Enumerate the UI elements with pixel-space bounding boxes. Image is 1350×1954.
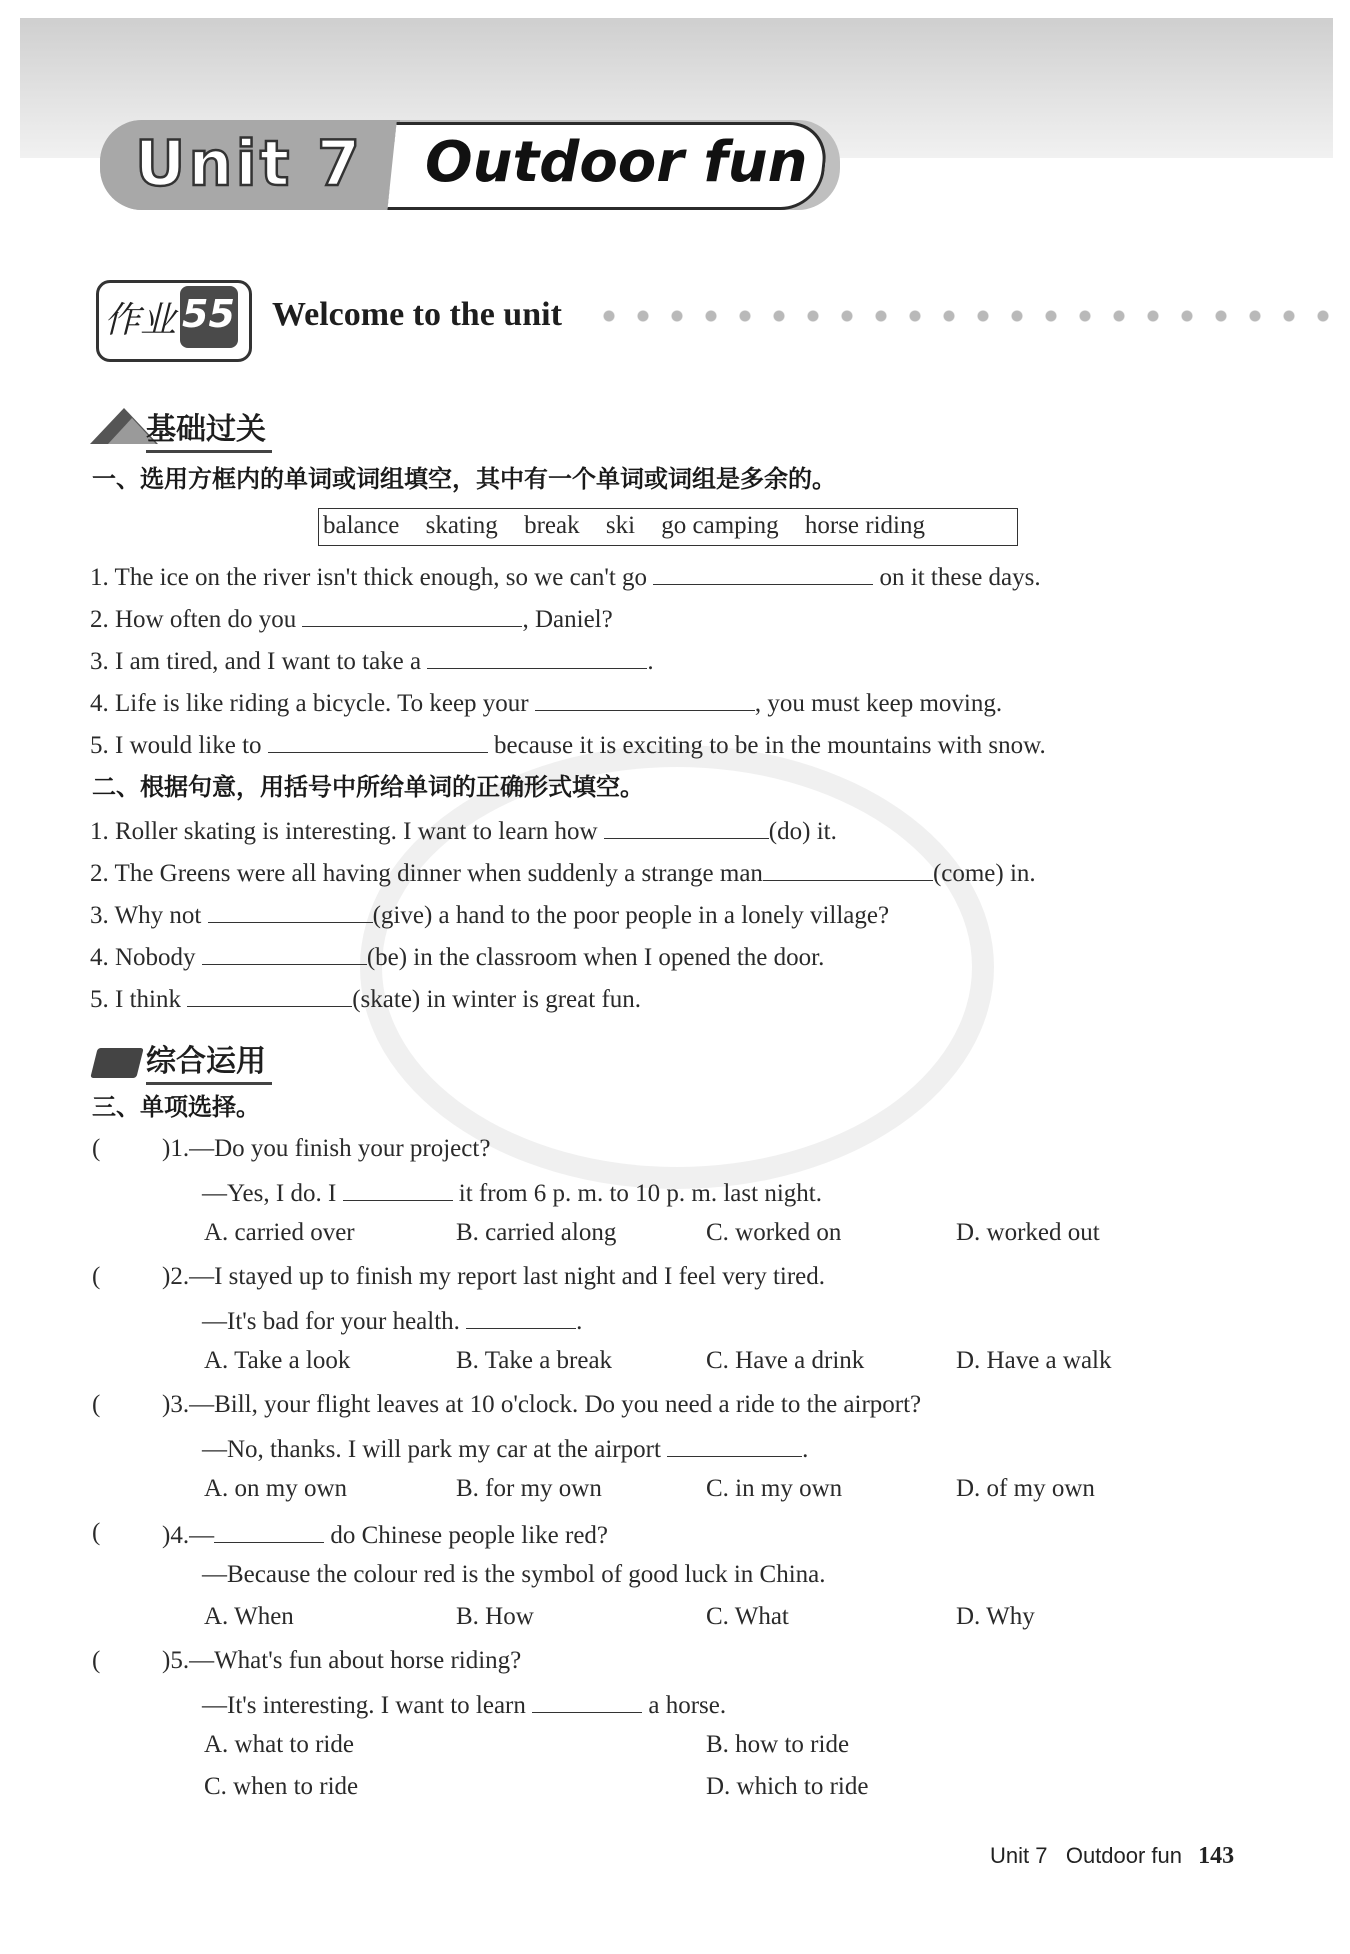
- unit-number: Unit 7: [135, 127, 364, 200]
- part1-question: 2. How often do you , Daniel?: [90, 600, 613, 637]
- homework-title: Welcome to the unit: [272, 296, 562, 333]
- part2-instruction: 二、根据句意，用括号中所给单词的正确形式填空。: [92, 773, 644, 801]
- answer-blank[interactable]: [202, 938, 367, 965]
- mc-option[interactable]: B. How: [456, 1603, 534, 1630]
- mc-question: )1.—Do you finish your project?: [162, 1135, 491, 1162]
- mc-question: )5.—What's fun about horse riding?: [162, 1647, 522, 1674]
- book-icon: [90, 1048, 143, 1078]
- word-option: horse riding: [804, 512, 925, 539]
- section-comprehensive-title: 综合运用: [146, 1036, 272, 1085]
- part2-question: 2. The Greens were all having dinner when suddenly a strange man (come) in.: [90, 854, 1036, 891]
- mc-option[interactable]: A. what to ride: [204, 1731, 354, 1758]
- word-option: ski: [605, 512, 636, 539]
- mc-option[interactable]: D. Why: [956, 1603, 1035, 1630]
- answer-blank[interactable]: [466, 1302, 576, 1329]
- mc-question: )4.— do Chinese people like red?: [162, 1516, 608, 1553]
- mc-option[interactable]: B. Take a break: [456, 1347, 613, 1374]
- mc-option[interactable]: B. how to ride: [706, 1731, 850, 1758]
- answer-blank[interactable]: [214, 1516, 324, 1543]
- answer-blank[interactable]: [532, 1686, 642, 1713]
- mc-option[interactable]: B. carried along: [456, 1219, 617, 1246]
- homework-label: 作业: [104, 300, 177, 341]
- footer-title: Outdoor fun: [1065, 1843, 1183, 1868]
- mc-option[interactable]: A. on my own: [204, 1475, 348, 1502]
- answer-paren[interactable]: (: [92, 1263, 101, 1290]
- mc-option[interactable]: C. What: [706, 1603, 789, 1630]
- dotted-divider: [592, 308, 1332, 324]
- word-option: go camping: [661, 512, 779, 539]
- mc-option[interactable]: C. in my own: [706, 1475, 843, 1502]
- mc-option[interactable]: D. worked out: [956, 1219, 1100, 1246]
- part2-question: 3. Why not (give) a hand to the poor people in a lonely village?: [90, 896, 889, 933]
- answer-paren[interactable]: (: [92, 1391, 101, 1418]
- answer-blank[interactable]: [427, 642, 647, 669]
- mc-reply: —No, thanks. I will park my car at the airport .: [202, 1430, 808, 1467]
- answer-blank[interactable]: [667, 1430, 802, 1457]
- mc-option[interactable]: C. Have a drink: [706, 1347, 865, 1374]
- part2-question: 1. Roller skating is interesting. I want to learn how (do) it.: [90, 812, 837, 849]
- unit-title: Outdoor fun: [425, 130, 808, 195]
- footer-unit: Unit 7: [990, 1843, 1048, 1868]
- answer-blank[interactable]: [343, 1174, 453, 1201]
- mc-option[interactable]: C. worked on: [706, 1219, 842, 1246]
- mc-option[interactable]: A. When: [204, 1603, 294, 1630]
- part1-question: 5. I would like to because it is exciting to be in the mountains with snow.: [90, 726, 1046, 763]
- part3-instruction: 三、单项选择。: [92, 1093, 260, 1121]
- answer-paren[interactable]: (: [92, 1647, 101, 1674]
- part1-question: 1. The ice on the river isn't thick enough, so we can't go on it these days.: [90, 558, 1041, 595]
- part1-instruction: 一、选用方框内的单词或词组填空，其中有一个单词或词组是多余的。: [92, 465, 836, 493]
- word-option: skating: [425, 512, 498, 539]
- mc-option[interactable]: D. Have a walk: [956, 1347, 1112, 1374]
- mc-question: )3.—Bill, your flight leaves at 10 o'clock. Do you need a ride to the airport?: [162, 1391, 922, 1418]
- mc-reply: —Because the colour red is the symbol of good luck in China.: [202, 1561, 826, 1588]
- mc-option[interactable]: C. when to ride: [204, 1773, 359, 1800]
- part2-question: 4. Nobody (be) in the classroom when I opened the door.: [90, 938, 824, 975]
- answer-paren[interactable]: (: [92, 1519, 101, 1546]
- answer-paren[interactable]: (: [92, 1135, 101, 1162]
- word-option: break: [524, 512, 580, 539]
- section-basic-heading: [90, 404, 300, 454]
- section-comprehensive-heading: [90, 1036, 300, 1086]
- answer-blank[interactable]: [268, 726, 488, 753]
- mc-option[interactable]: B. for my own: [456, 1475, 602, 1502]
- mc-option[interactable]: A. Take a look: [204, 1347, 351, 1374]
- answer-blank[interactable]: [302, 600, 522, 627]
- answer-blank[interactable]: [653, 558, 873, 585]
- part1-question: 3. I am tired, and I want to take a .: [90, 642, 654, 679]
- mc-question: )2.—I stayed up to finish my report last night and I feel very tired.: [162, 1263, 826, 1290]
- page-footer: [990, 1843, 1234, 1870]
- mc-option[interactable]: D. of my own: [956, 1475, 1095, 1502]
- mc-reply: —It's interesting. I want to learn a horse.: [202, 1686, 726, 1723]
- answer-blank[interactable]: [208, 896, 373, 923]
- section-basic-title: 基础过关: [146, 404, 272, 453]
- answer-blank[interactable]: [535, 684, 755, 711]
- word-box: [318, 508, 1018, 546]
- part1-question: 4. Life is like riding a bicycle. To keep your , you must keep moving.: [90, 684, 1002, 721]
- mc-reply: —It's bad for your health. .: [202, 1302, 582, 1339]
- mc-option[interactable]: D. which to ride: [706, 1773, 869, 1800]
- page-number: 143: [1198, 1843, 1235, 1869]
- part2-question: 5. I think (skate) in winter is great fun.: [90, 980, 641, 1017]
- answer-blank[interactable]: [604, 812, 769, 839]
- answer-blank[interactable]: [763, 854, 933, 881]
- mc-reply: —Yes, I do. I it from 6 p. m. to 10 p. m. last night.: [202, 1174, 822, 1211]
- word-option: balance: [323, 512, 400, 539]
- mc-option[interactable]: A. carried over: [204, 1219, 355, 1246]
- answer-blank[interactable]: [187, 980, 352, 1007]
- homework-number: 55: [182, 292, 235, 336]
